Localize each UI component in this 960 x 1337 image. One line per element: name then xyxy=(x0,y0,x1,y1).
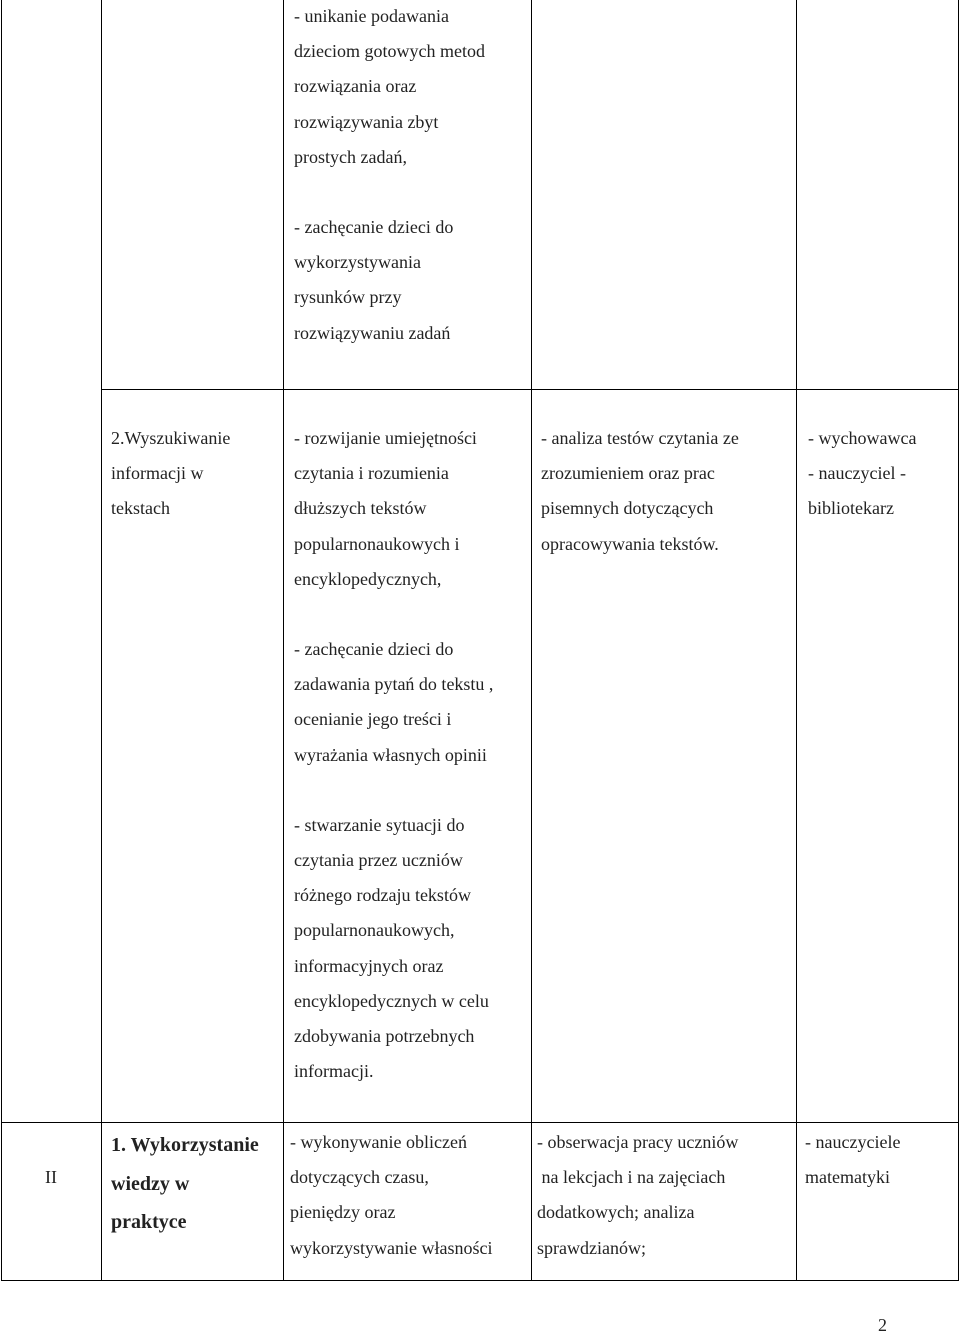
text-line: pisemnych dotyczących xyxy=(541,498,714,519)
grid-line xyxy=(101,389,959,390)
text-line: dłuższych tekstów xyxy=(294,498,427,519)
text-line: rysunków przy xyxy=(294,287,402,308)
text-line: rozwiązywaniu zadań xyxy=(294,322,451,343)
text-line: informacyjnych oraz xyxy=(294,955,444,976)
page-number: 2 xyxy=(878,1315,887,1335)
text-line: sprawdzianów; xyxy=(537,1237,646,1258)
text-line: - analiza testów czytania ze xyxy=(541,428,739,448)
text-line: 1. Wykorzystanie xyxy=(111,1134,259,1156)
row3-col3-cell xyxy=(537,1125,792,1266)
text-line: na lekcjach i na zajęciach xyxy=(537,1167,726,1188)
text-line: - zachęcanie dzieci do xyxy=(294,639,454,660)
row2-col3-cell xyxy=(541,421,791,562)
text-line: encyklopedycznych w celu xyxy=(294,990,489,1011)
text-line: - rozwijanie umiejętności xyxy=(294,428,477,448)
text-line: czytania przez uczniów xyxy=(294,850,463,871)
text-line: pieniędzy oraz xyxy=(290,1202,396,1223)
row2-col1-cell xyxy=(111,421,279,527)
paragraph-gap xyxy=(294,175,524,210)
text-line: dzieciom gotowych metod xyxy=(294,41,485,62)
text-line: 2.Wyszukiwanie xyxy=(111,428,231,448)
paragraph-gap xyxy=(294,597,526,632)
text-line: czytania i rozumienia xyxy=(294,463,449,484)
text-line: zrozumieniem oraz prac xyxy=(541,463,715,484)
grid-line xyxy=(796,0,797,1281)
text-line: popularnonaukowych i xyxy=(294,533,460,554)
text-line: bibliotekarz xyxy=(808,498,894,519)
text-line: prostych zadań, xyxy=(294,146,407,167)
grid-line xyxy=(1,0,2,1281)
text-line: informacji w xyxy=(111,463,204,484)
row3-col2-cell xyxy=(290,1125,530,1266)
text-line: zdobywania potrzebnych xyxy=(294,1026,475,1047)
text-line: popularnonaukowych, xyxy=(294,920,455,941)
grid-line xyxy=(101,0,102,1281)
row2-col2-cell xyxy=(294,421,526,1089)
text-line: wiedzy w xyxy=(111,1172,190,1195)
text-line: ocenianie jego treści i xyxy=(294,709,452,730)
text-line: dotyczących czasu, xyxy=(290,1167,429,1188)
grid-line xyxy=(958,0,959,1281)
row3-col0-cell xyxy=(45,1160,85,1195)
text-line: rozwiązania oraz xyxy=(294,76,417,97)
text-line: wyrażania własnych opinii xyxy=(294,744,487,765)
text-line: matematyki xyxy=(805,1167,890,1188)
text-line: zadawania pytań do tekstu , xyxy=(294,674,494,695)
text-line: - nauczyciel - xyxy=(808,463,906,484)
text-line: wykorzystywanie własności xyxy=(290,1237,493,1258)
text-line: - wykonywanie obliczeń xyxy=(290,1132,467,1152)
text-line: - obserwacja pracy uczniów xyxy=(537,1132,739,1152)
text-line: opracowywania tekstów. xyxy=(541,533,719,554)
text-line: rozwiązywania zbyt xyxy=(294,111,439,132)
grid-line xyxy=(1,1122,959,1123)
text-line: wykorzystywania xyxy=(294,252,421,273)
text-line: - nauczyciele xyxy=(805,1132,901,1152)
text-line: - zachęcanie dzieci do xyxy=(294,217,454,238)
text-line: praktyce xyxy=(111,1211,187,1233)
text-line: informacji. xyxy=(294,1061,374,1082)
text-line: tekstach xyxy=(111,498,170,519)
paragraph-gap xyxy=(294,773,526,808)
row3-col4-cell xyxy=(805,1125,955,1195)
grid-line xyxy=(283,0,284,1281)
grid-line xyxy=(531,0,532,1281)
text-line: różnego rodzaju tekstów xyxy=(294,885,471,906)
text-line: encyklopedycznych, xyxy=(294,568,442,589)
text-line: dodatkowych; analiza xyxy=(537,1202,695,1223)
row3-col1-cell xyxy=(111,1126,281,1242)
text-line: - wychowawca xyxy=(808,428,917,448)
row1-col2-cell xyxy=(294,0,524,351)
row-number: II xyxy=(45,1167,57,1187)
grid-line xyxy=(1,1280,959,1281)
text-line: - stwarzanie sytuacji do xyxy=(294,814,465,835)
row2-col4-cell xyxy=(808,421,956,527)
text-line: - unikanie podawania xyxy=(294,6,449,26)
